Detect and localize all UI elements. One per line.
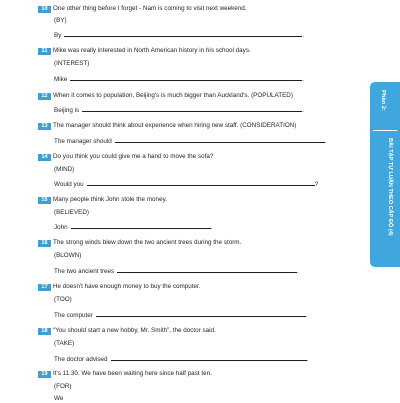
answer-line bbox=[54, 136, 327, 146]
exercise-number: 13 bbox=[38, 123, 51, 130]
answer-end: . bbox=[306, 356, 309, 363]
question-text: He doesn't have enough money to buy the computer. bbox=[53, 283, 201, 290]
answer-line bbox=[54, 222, 212, 232]
question-text: Many people think John stole the money. bbox=[53, 196, 167, 203]
exercise-number: 16 bbox=[38, 240, 51, 247]
question-text: One other thing before I forget - Nam is coming to visit next weekend. bbox=[53, 5, 247, 12]
question-line bbox=[38, 196, 167, 204]
answer-prompt: The doctor advised bbox=[54, 356, 108, 363]
keyword-line: (MIND) bbox=[54, 166, 75, 173]
answer-end: . bbox=[302, 76, 305, 83]
exercise-number: 18 bbox=[38, 328, 51, 335]
keyword-line: (INTEREST) bbox=[54, 60, 90, 67]
answer-prompt: The manager should bbox=[54, 138, 112, 145]
question-text: “You should start a new hobby, Mr. Smith”, the doctor said. bbox=[53, 327, 216, 334]
question-line bbox=[38, 239, 241, 247]
answer-end: . bbox=[210, 224, 213, 231]
answer-blank[interactable] bbox=[115, 136, 325, 143]
answer-blank[interactable] bbox=[117, 266, 297, 273]
question-line bbox=[38, 153, 213, 161]
answer-blank[interactable] bbox=[96, 310, 306, 317]
keyword-line: (BELIEVED) bbox=[54, 209, 89, 216]
answer-prompt: Mike bbox=[54, 76, 68, 83]
answer-line bbox=[54, 179, 318, 189]
answer-prompt: By bbox=[54, 32, 62, 39]
keyword-line: (TAKE) bbox=[54, 340, 75, 347]
keyword-line: (FOR) bbox=[54, 383, 72, 390]
keyword-line: (BLOWN) bbox=[54, 252, 82, 259]
exercise-number: 11 bbox=[38, 48, 51, 55]
question-text: The manager should think about experience when hiring new staff. (CONSIDERATION) bbox=[53, 122, 297, 129]
answer-line bbox=[54, 30, 304, 40]
keyword-line: (TOO) bbox=[54, 296, 72, 303]
question-line bbox=[38, 47, 251, 55]
answer-blank[interactable] bbox=[71, 222, 211, 229]
question-text: When it comes to population, Beijing's is much bigger than Auckland's. (POPULATED) bbox=[53, 92, 293, 99]
answer-end: . bbox=[305, 312, 308, 319]
answer-prompt: The computer bbox=[54, 312, 93, 319]
exercise-number: 15 bbox=[38, 197, 51, 204]
chapter-side-tab bbox=[370, 82, 400, 267]
question-line bbox=[38, 283, 201, 291]
answer-line bbox=[54, 395, 63, 403]
answer-prompt: John bbox=[54, 224, 68, 231]
tab-divider bbox=[373, 130, 397, 131]
answer-line bbox=[54, 354, 308, 364]
exercise-number: 19 bbox=[38, 371, 51, 378]
answer-prompt: Would you bbox=[54, 181, 84, 188]
exercise-number: 17 bbox=[38, 284, 51, 291]
question-text: Do you think you could give me a hand to move the sofa? bbox=[53, 153, 214, 160]
answer-line bbox=[54, 105, 304, 115]
question-text: It's 11.30. We have been waiting here since half past ten. bbox=[53, 370, 212, 377]
question-text: The strong winds blew down the two ancient trees during the storm. bbox=[53, 239, 242, 246]
answer-blank[interactable] bbox=[111, 354, 307, 361]
question-line bbox=[38, 327, 216, 335]
exercise-number: 10 bbox=[38, 6, 51, 13]
answer-end: . bbox=[302, 107, 304, 114]
answer-prompt: The two ancient trees bbox=[54, 268, 115, 275]
exercise-number: 14 bbox=[38, 154, 51, 161]
answer-blank[interactable] bbox=[87, 179, 315, 186]
keyword-line: (BY) bbox=[54, 17, 67, 24]
answer-end: . bbox=[297, 268, 299, 275]
answer-blank[interactable] bbox=[64, 30, 305, 39]
answer-end: . bbox=[324, 138, 327, 145]
answer-line bbox=[54, 310, 308, 320]
answer-blank[interactable] bbox=[82, 105, 302, 112]
question-line bbox=[38, 370, 212, 378]
answer-blank[interactable] bbox=[70, 74, 305, 83]
answer-line bbox=[54, 74, 304, 84]
question-line bbox=[38, 122, 296, 130]
exercise-number: 12 bbox=[38, 93, 51, 100]
answer-line bbox=[54, 266, 299, 276]
question-line bbox=[38, 92, 293, 100]
question-line bbox=[38, 5, 247, 13]
question-text: Mike was really interested in North American history in his school days. bbox=[53, 47, 251, 54]
answer-end: . bbox=[302, 32, 305, 39]
answer-end: ? bbox=[314, 181, 319, 188]
tab-title: BÀI TẬP TỰ LUẬN THEO CẤP ĐỘ (4) bbox=[387, 138, 393, 236]
answer-prompt: We bbox=[54, 395, 64, 402]
tab-part-label: Phần 2: bbox=[380, 90, 386, 111]
answer-prompt: Beijing is bbox=[54, 107, 80, 114]
